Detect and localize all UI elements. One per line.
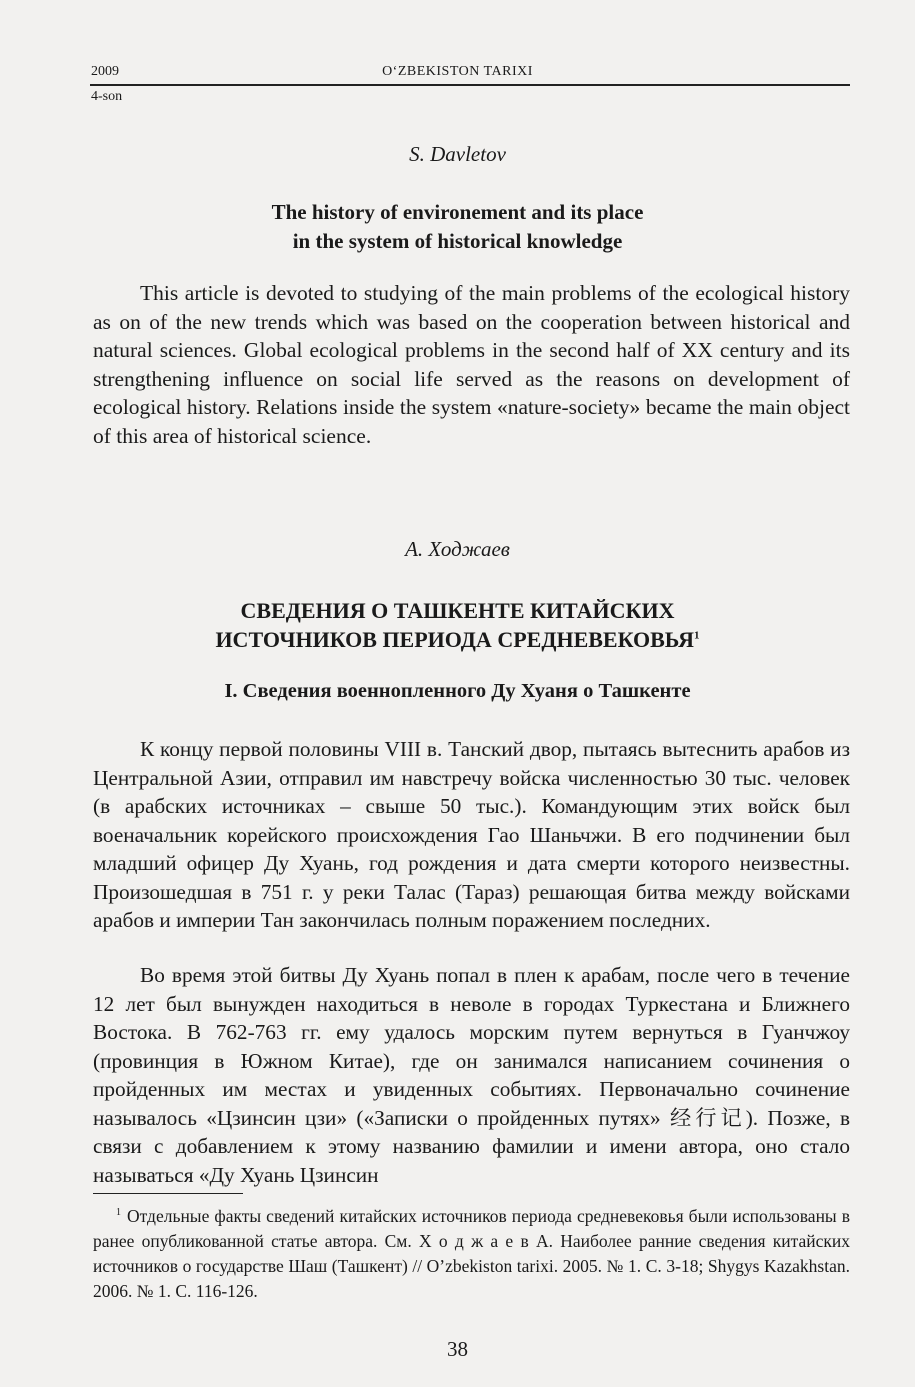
russian-article-title	[0, 596, 915, 654]
header-journal-title: O‘ZBEKISTON TARIXI	[382, 64, 533, 79]
header-issue: 4-son	[91, 89, 123, 104]
header-year: 2009	[91, 64, 119, 79]
english-title-line-2: in the system of historical knowledge	[292, 229, 623, 253]
header-divider	[90, 84, 850, 86]
russian-title-line-2	[0, 625, 915, 654]
body-paragraph-1: К концу первой половины VIII в. Танский двор, пытаясь вытеснить арабов из Центральной Азии, отправил им навстречу войска численностью 30 тыс. человек (в арабских источниках – свыше 50 тыс.). Командующим этих войск был военачальник корейского происхождения Гао Шаньчжи. В его подчинении был младший офицер Ду Хуань, год рождения и дата смерти которого неизвестны. Произошедшая в 751 г. у реки Талас (Тараз) решающая битва между войсками арабов и империи Тан закончилась полным поражением последних.	[93, 737, 850, 932]
russian-title-line-1: СВЕДЕНИЯ О ТАШКЕНТЕ КИТАЙСКИХ	[240, 598, 675, 623]
title-footnote-mark: 1	[694, 629, 700, 642]
footnote-divider	[93, 1193, 243, 1194]
page-number: 38	[447, 1337, 468, 1361]
body-paragraph-2: Во время этой битвы Ду Хуань попал в плен к арабам, после чего в течение 12 лет был вынужден находиться в неволе в городах Туркестана и Ближнего Востока. В 762-763 гг. ему удалось морским путем вернуться в Гуанчжоу (провинция в Южном Китае), где он занимался написанием сочинения о пройденных им местах и увиденных событиях. Первоначально сочинение называлось «Цзинсин цзи» («Записки о пройденных путях» 经行记). Позже, в связи с добавлением к этому названию фамилии и имени автора, оно стало называться «Ду Хуань Цзинсин	[93, 963, 850, 1187]
footnote-text: Отдельные факты сведений китайских источников периода средневековья были использованы в ранее опубликованной статье автора. См. Х о д ж а е в А. Наиболее ранние сведения китайских источников о государстве Шаш (Ташкент) // O’zbekiston tarixi. 2005. № 1. С. 3-18; Shygys Kazakhstan. 2006. № 1. С. 116-126.	[93, 1206, 850, 1301]
russian-author: А. Ходжаев	[405, 537, 510, 561]
english-abstract: This article is devoted to studying of the main problems of the ecological history as on of the new trends which was based on the cooperation between historical and natural sciences. Global ecological problems in the second half of XX century and its strengthening influence on social life served as the reasons on development of ecological history. Relations inside the system «nature-society» became the main object of this area of historical science.	[93, 281, 850, 448]
english-author: S. Davletov	[409, 142, 506, 166]
footnote-mark: 1	[116, 1207, 121, 1219]
russian-title-line-2-text: ИСТОЧНИКОВ ПЕРИОДА СРЕДНЕВЕКОВЬЯ	[215, 627, 695, 652]
footnote	[93, 1204, 850, 1304]
english-article-title	[0, 198, 915, 256]
section-heading: I. Сведения военнопленного Ду Хуаня о Ташкенте	[224, 680, 691, 702]
english-title-line-1: The history of environement and its place	[271, 200, 644, 224]
